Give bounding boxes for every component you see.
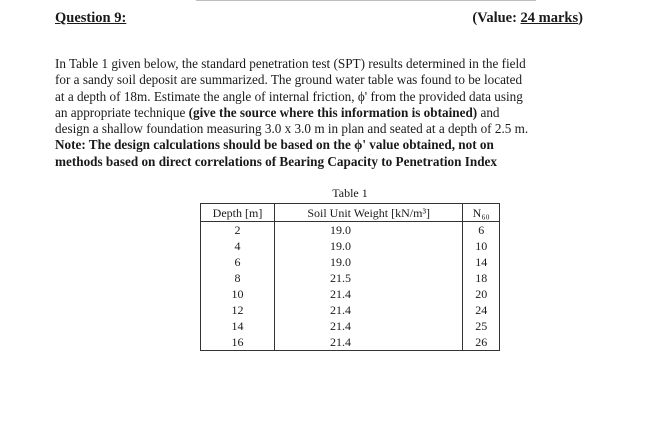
depth-cell: 2	[201, 222, 275, 239]
body-line-2: for a sandy soil deposit are summarized. The ground water table was found to be located	[55, 72, 523, 88]
table-row	[201, 222, 500, 239]
n60-cell: 26	[463, 334, 500, 351]
n60-cell: 25	[463, 318, 500, 334]
body-line-4	[55, 105, 601, 121]
unit-weight-cell: 19.0	[274, 238, 462, 254]
n60-cell: 24	[463, 302, 500, 318]
unit-weight-cell: 21.4	[274, 302, 462, 318]
note-line-2: methods based on direct correlations of Bearing Capacity to Penetration Index	[55, 153, 497, 169]
n60-cell: 6	[463, 222, 500, 239]
table-row	[201, 238, 500, 254]
n60-cell: 20	[463, 286, 500, 302]
depth-cell: 12	[201, 302, 275, 318]
table-row	[201, 318, 500, 334]
top-rule	[196, 0, 536, 1]
header-depth: Depth [m]	[201, 204, 275, 222]
question-header	[55, 10, 583, 30]
body-line-4a: an appropriate technique	[55, 104, 189, 120]
depth-cell: 8	[201, 270, 275, 286]
body-line-4b: (give the source where this information is obtained)	[188, 104, 478, 120]
unit-weight-cell: 19.0	[274, 222, 462, 239]
question-value	[472, 10, 583, 27]
table-header-row	[201, 204, 500, 222]
depth-cell: 10	[201, 286, 275, 302]
n60-cell: 14	[463, 254, 500, 270]
unit-weight-cell: 21.4	[274, 334, 462, 351]
depth-cell: 16	[201, 334, 275, 351]
body-line-1: In Table 1 given below, the standard penetration test (SPT) results determined in the field	[55, 56, 526, 71]
body-line-3: at a depth of 18m. Estimate the angle of internal friction, ϕ' from the provided data using	[55, 88, 523, 104]
unit-weight-cell: 21.4	[274, 286, 462, 302]
question-title: Question 9:	[55, 10, 127, 26]
unit-weight-cell: 21.4	[274, 318, 462, 334]
header-n60: N₆₀	[463, 204, 500, 222]
value-prefix: (Value:	[472, 10, 521, 26]
unit-weight-cell: 19.0	[274, 254, 462, 270]
spt-table	[200, 203, 500, 351]
n60-cell: 10	[463, 238, 500, 254]
table-caption: Table 1	[332, 186, 368, 200]
table-row	[201, 334, 500, 351]
note-line-1: Note: The design calculations should be based on the ϕ' value obtained, not on	[55, 137, 494, 153]
value-marks: 24 marks	[520, 10, 579, 26]
question-body	[55, 56, 601, 170]
table-row	[201, 286, 500, 302]
value-suffix: )	[578, 10, 583, 26]
depth-cell: 14	[201, 318, 275, 334]
n60-cell: 18	[463, 270, 500, 286]
depth-cell: 4	[201, 238, 275, 254]
header-unit-weight: Soil Unit Weight [kN/m³]	[274, 204, 462, 222]
body-line-5: design a shallow foundation measuring 3.0 x 3.0 m in plan and seated at a depth of 2.5 m.	[55, 121, 529, 137]
table-row	[201, 270, 500, 286]
depth-cell: 6	[201, 254, 275, 270]
unit-weight-cell: 21.5	[274, 270, 462, 286]
table-row	[201, 254, 500, 270]
body-line-4c: and	[477, 104, 500, 120]
table-row	[201, 302, 500, 318]
